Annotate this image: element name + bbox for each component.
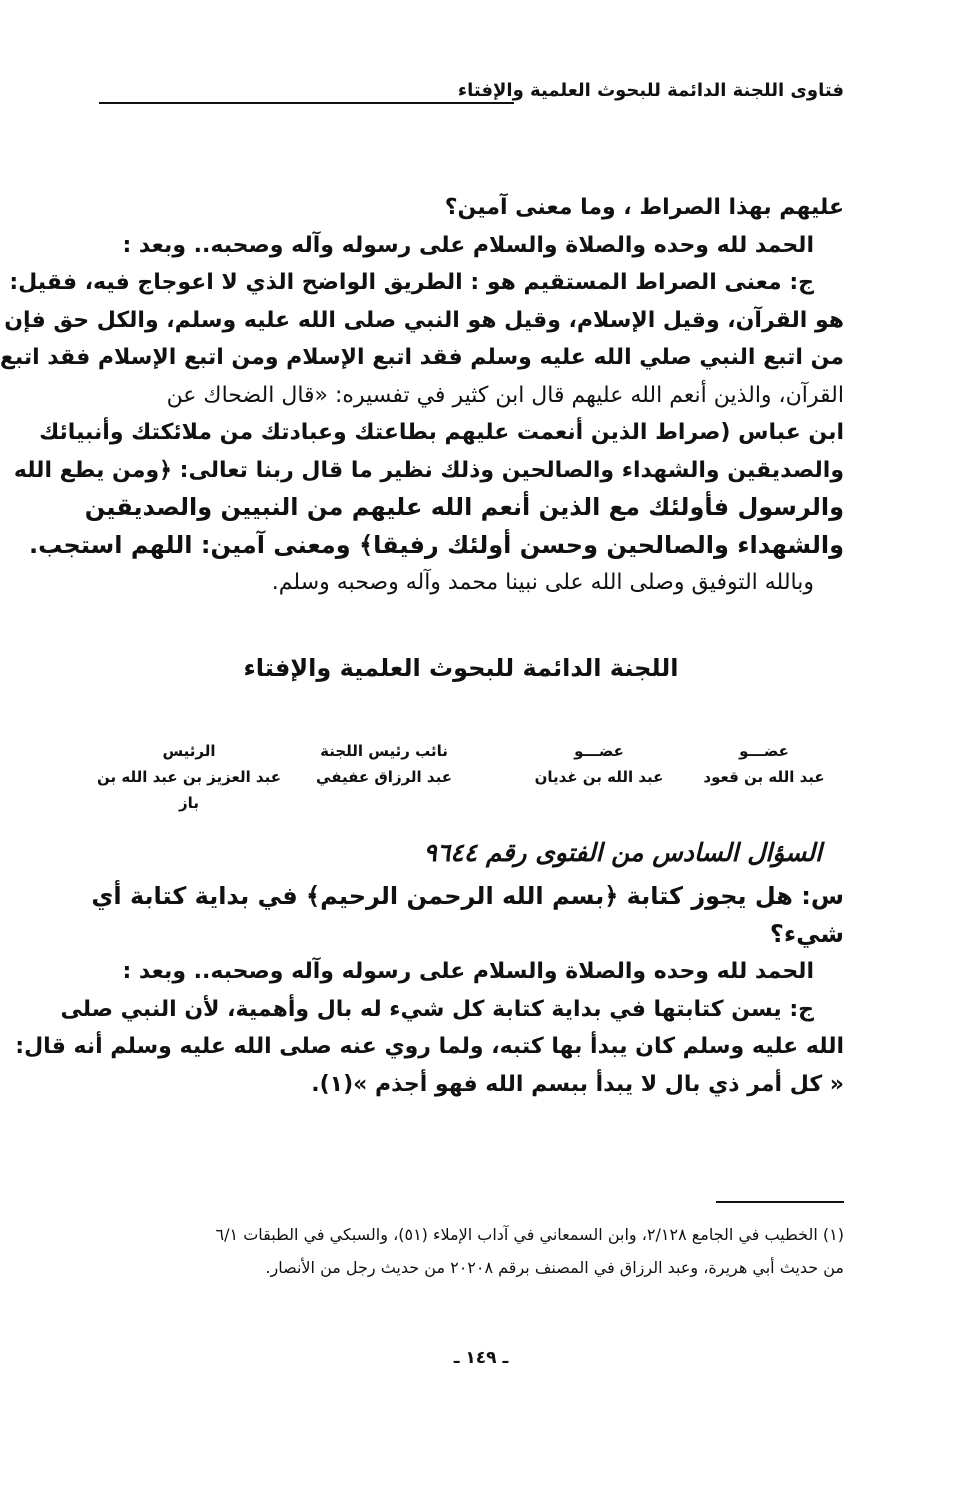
text-line: والصديقين والشهداء والصالحين وذلك نظير ما قال ربنا تعالى: ﴿ومن يطع الله bbox=[13, 457, 844, 483]
signature-name: عبد العزيز بن عبد الله بن باز bbox=[97, 768, 281, 812]
signature-role: عضـــو bbox=[574, 742, 624, 760]
footnote-rule bbox=[716, 1201, 844, 1203]
text-line: هو القرآن، وقيل الإسلام، وقيل هو النبي صلى الله عليه وسلم، والكل حق فإن bbox=[4, 307, 844, 333]
text-line: والشهداء والصالحين وحسن أولئك رفيقا﴾ ومعنى آمين: اللهم استجب. bbox=[29, 530, 844, 559]
signature-member-1 bbox=[684, 738, 844, 790]
signature-member-2 bbox=[519, 738, 679, 790]
signature-name: عبد الله بن قعود bbox=[703, 768, 825, 786]
text-line: ج: معنى الصراط المستقيم هو : الطريق الواضح الذي لا اعوجاج فيه، فقيل: bbox=[9, 270, 814, 295]
signature-role: الرئيس bbox=[162, 742, 216, 760]
signature-role: عضـــو bbox=[739, 742, 789, 760]
text-line: « كل أمر ذي بال لا يبدأ ببسم الله فهو أجذم »(١). bbox=[311, 1071, 844, 1097]
header-rule bbox=[99, 102, 514, 104]
text-line: س: هل يجوز كتابة ﴿بسم الله الرحمن الرحيم﴾ في بداية كتابة أي bbox=[91, 882, 844, 910]
footnotes bbox=[119, 1218, 844, 1284]
text-line: عليهم بهذا الصراط ، وما معنى آمين؟ bbox=[444, 195, 844, 220]
footnote-line: من حديث أبي هريرة، وعبد الرزاق في المصنف برقم ٢٠٢٠٨ من حديث رجل من الأنصار. bbox=[265, 1258, 844, 1277]
page-number: ـ ١٤٩ ـ bbox=[453, 1348, 509, 1368]
text-line: ابن عباس (صراط الذين أنعمت عليهم بطاعتك وعبادتك من ملائكتك وأنبيائك bbox=[39, 420, 844, 445]
running-header bbox=[99, 80, 844, 110]
text-line: وبالله التوفيق وصلى الله على نبينا محمد وآله وصحبه وسلم. bbox=[271, 570, 814, 595]
text-line: ج: يسن كتابتها في بداية كتابة كل شيء له بال وأهمية، لأن النبي صلى bbox=[60, 996, 814, 1022]
answer-block-1 bbox=[0, 189, 844, 602]
text-line: شيء؟ bbox=[769, 919, 844, 948]
text-line: والرسول فأولئك مع الذين أنعم الله عليهم من النبيين والصديقين bbox=[84, 493, 844, 521]
footnote-line: (١) الخطيب في الجامع ٢/١٢٨، وابن السمعاني في آداب الإملاء (٥١)، والسبكي في الطبقات ٦/١ bbox=[215, 1225, 844, 1244]
text-line: الحمد لله وحده والصلاة والسلام على رسوله وآله وصحبه.. وبعد : bbox=[122, 232, 814, 258]
question-title: السؤال السادس من الفتوى رقم ٩٦٤٤ bbox=[423, 838, 822, 867]
text-line: الحمد لله وحده والصلاة والسلام على رسوله وآله وصحبه.. وبعد : bbox=[122, 959, 814, 984]
signature-chairman bbox=[89, 738, 289, 816]
answer-block-2 bbox=[15, 878, 844, 1103]
text-line: من اتبع النبي صلي الله عليه وسلم فقد اتبع الإسلام ومن اتبع الإسلام فقد اتبع bbox=[0, 345, 844, 370]
signature-name: عبد الرزاق عفيفي bbox=[316, 768, 452, 786]
signature-deputy bbox=[299, 738, 469, 790]
signature-role: نائب رئيس اللجنة bbox=[320, 742, 448, 760]
signature-name: عبد الله بن غديان bbox=[534, 768, 664, 786]
text-line: القرآن، والذين أنعم الله عليهم قال ابن كثير في تفسيره: «قال الضحاك عن bbox=[166, 382, 844, 408]
signatures bbox=[97, 738, 844, 812]
committee-title: اللجنة الدائمة للبحوث العلمية والإفتاء bbox=[243, 654, 679, 682]
header-title: فتاوى اللجنة الدائمة للبحوث العلمية والإفتاء bbox=[457, 80, 844, 101]
text-line: الله عليه وسلم كان يبدأ بها كتبه، ولما روي عنه صلى الله عليه وسلم أنه قال: bbox=[15, 1034, 844, 1059]
